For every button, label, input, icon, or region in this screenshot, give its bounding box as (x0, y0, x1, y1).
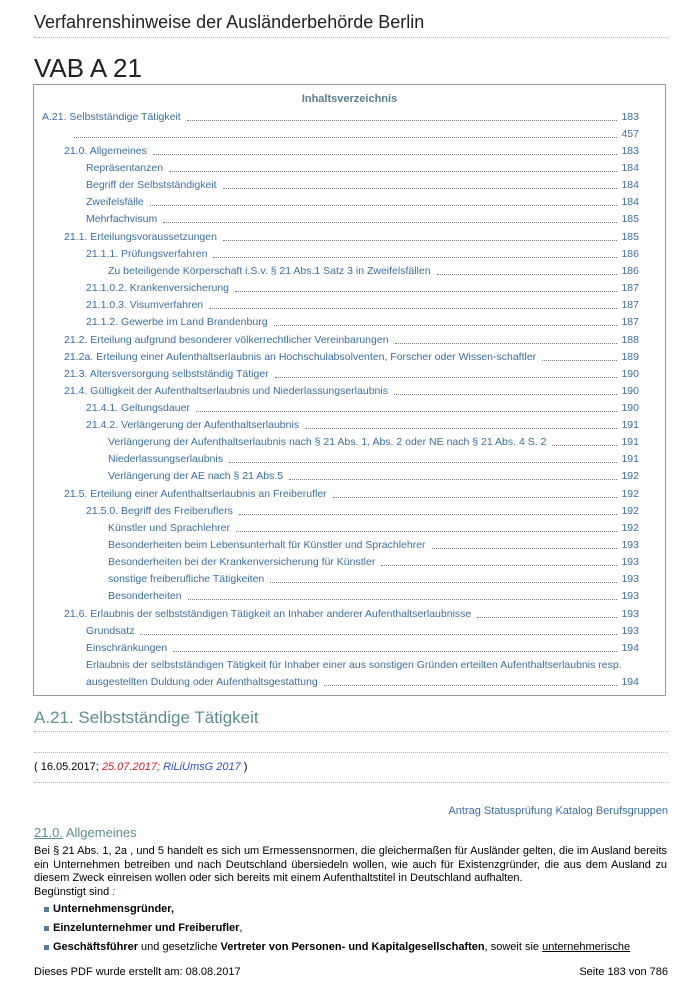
rilium-link[interactable]: RiLiUmsG 2017 (163, 761, 241, 773)
bullet-bold: Einzelunternehmer und Freiberufler (53, 922, 240, 934)
toc-entry-label: Besonderheiten bei der Krankenversicherung für Künstler (108, 556, 376, 568)
toc-entry[interactable] (86, 316, 639, 329)
toc-entry[interactable] (64, 608, 639, 621)
toc-page-number: 187 (621, 282, 639, 294)
toc-page-number: 194 (621, 676, 639, 688)
toc-entry-label: Besonderheiten beim Lebensunterhalt für Künstler und Sprachlehrer (108, 539, 426, 551)
toc-leader-dots (552, 445, 617, 446)
toc-page-number: 186 (621, 248, 639, 260)
toc-entry-label: Grundsatz (86, 625, 135, 637)
toc-entry-label: 21.1.2. Gewerbe im Land Brandenburg (86, 316, 268, 328)
toc-leader-dots (542, 360, 617, 361)
toc-page-number: 184 (621, 179, 639, 191)
toc-entry[interactable] (64, 488, 639, 501)
toc-leader-dots (239, 514, 618, 515)
document-header-title: Verfahrenshinweise der Ausländerbehörde Berlin (34, 12, 425, 32)
subsection-title (34, 825, 137, 840)
toc-leader-dots (229, 462, 617, 463)
toc-entry-label: 21.2. Erteilung aufgrund besonderer völkerrechtlicher Vereinbarungen (64, 334, 389, 346)
toc-entry-label: A.21. Selbstständige Tätigkeit (42, 111, 181, 123)
toc-entry[interactable] (86, 659, 639, 689)
toc-entry[interactable] (86, 642, 639, 655)
toc-page-number: 193 (621, 573, 639, 585)
toc-page-number: 190 (621, 368, 639, 380)
toc-leader-dots (173, 651, 617, 652)
toc-entry-label: 21.1.1. Prüfungsverfahren (86, 248, 208, 260)
toc-leader-dots (394, 394, 618, 395)
table-of-contents (33, 84, 666, 696)
body-paragraph (34, 845, 667, 899)
beguenstigt-colon: : (109, 885, 116, 898)
toc-page-number: 184 (621, 162, 639, 174)
toc-page-number: 191 (621, 419, 639, 431)
toc-leader-dots (432, 548, 618, 549)
toc-leader-dots (188, 599, 618, 600)
toc-page-number: 192 (621, 505, 639, 517)
toc-entry-label: Repräsentanzen (86, 162, 164, 174)
toc-entry-label: 21.4.1. Geltungsdauer (86, 402, 190, 414)
toc-entry-label: Verlängerung der AE nach § 21 Abs.5 (108, 470, 284, 482)
toc-entry[interactable] (86, 505, 639, 518)
toc-leader-dots (274, 325, 618, 326)
toc-entry-label: 21.4.2. Verlängerung der Aufenthaltserlaubnis (86, 419, 300, 431)
toc-leader-dots (395, 343, 618, 344)
date-original: ( 16.05.2017; (34, 761, 102, 773)
toc-page-number: 192 (621, 470, 639, 482)
section-divider-2 (34, 752, 668, 753)
toc-entry[interactable] (108, 265, 639, 278)
toc-entry-label: 21.0. Allgemeines (64, 145, 147, 157)
toc-leader-dots (477, 617, 617, 618)
toc-entry[interactable] (74, 128, 639, 141)
toc-entry-label: 21.5.0. Begriff des Freiberuflers (86, 505, 233, 517)
bullet-bold-2: Vertreter von Personen- und Kapitalgesellschaften (220, 941, 485, 953)
toc-leader-dots (381, 565, 617, 566)
toc-page-number: 187 (621, 316, 639, 328)
footer-page-number: Seite 183 von 786 (579, 966, 668, 978)
toc-leader-dots (187, 120, 618, 121)
toc-page-number: 183 (621, 111, 639, 123)
bullet-underlined: unternehmerische (542, 941, 631, 953)
toc-entry-label: Künstler und Sprachlehrer (108, 522, 230, 534)
revision-dates (34, 761, 247, 773)
toc-entry[interactable] (108, 539, 639, 552)
toc-entry-label: 21.1.0.3. Visumverfahren (86, 299, 204, 311)
toc-page-number: 193 (621, 539, 639, 551)
toc-entry-label: 21.4. Gültigkeit der Aufenthaltserlaubnis und Niederlassungserlaubnis (64, 385, 388, 397)
toc-page-number: 183 (621, 145, 639, 157)
toc-entry[interactable] (86, 419, 639, 432)
toc-page-number: 193 (621, 556, 639, 568)
toc-page-number: 190 (621, 385, 639, 397)
toc-page-number: 187 (621, 299, 639, 311)
bullet-icon (44, 907, 49, 912)
toc-page-number: 190 (621, 402, 639, 414)
toc-entry-label: 21.1.0.2. Krankenversicherung (86, 282, 230, 294)
toc-entry-label-cont: ausgestellten Duldung oder Aufenthaltsgestattung (86, 676, 318, 688)
toc-entry-label: Zu beteiligende Körperschaft i.S.v. § 21 Abs.1 Satz 3 in Zweifelsfällen (108, 265, 431, 277)
toc-leader-dots (74, 137, 617, 138)
toc-entry[interactable] (108, 436, 639, 449)
toc-entry[interactable] (64, 334, 639, 347)
toc-entry-label: Niederlassungserlaubnis (108, 453, 223, 465)
bullet-rest: , (239, 922, 243, 934)
toc-entry[interactable] (64, 385, 639, 398)
toc-leader-dots (163, 222, 617, 223)
toc-entry[interactable] (108, 522, 639, 535)
toc-page-number: 193 (621, 625, 639, 637)
list-item (44, 941, 630, 954)
toc-entry[interactable] (86, 248, 639, 261)
toc-entry-label: Zweifelsfälle (86, 196, 144, 208)
toc-leader-dots (275, 377, 618, 378)
toc-entry[interactable] (108, 590, 639, 603)
toc-entry[interactable] (86, 625, 639, 638)
toc-page-number: 192 (621, 488, 639, 500)
toc-leader-dots (223, 188, 618, 189)
beguenstigt-label: Begünstigt sind (34, 885, 110, 898)
paragraph-text: Bei § 21 Abs. 1, 2a , und 5 handelt es sich um Ermessensnormen, die gleichermaßen für Ausländer gelten, die im Ausland bereits ein Unternehmen betreiben und nach Deutschland übersiedeln wollen, wie auch für Existenzgründer, die aus dem Ausland zu diesem Zweck einreisen wollen oder sich bereits mit einem Aufenthaltstitel in Deutschland aufhalten. (34, 845, 667, 884)
toc-leader-dots (153, 154, 618, 155)
toc-entry[interactable] (64, 231, 639, 244)
section-title: A.21. Selbstständige Tätigkeit (34, 708, 259, 727)
list-item (44, 903, 174, 916)
toc-entry-label: Begriff der Selbstständigkeit (86, 179, 217, 191)
toc-entry-label: Besonderheiten (108, 590, 182, 602)
toc-entry[interactable] (42, 111, 639, 124)
toc-page-number: 189 (621, 351, 639, 363)
bullet-bold: Unternehmensgründer, (53, 903, 175, 915)
toc-page-number: 191 (621, 453, 639, 465)
toc-entry-label: 21.1. Erteilungsvoraussetzungen (64, 231, 217, 243)
toc-leader-dots (324, 685, 618, 686)
related-links (448, 805, 668, 817)
toc-entry[interactable] (108, 573, 639, 586)
page-title: VAB A 21 (34, 53, 142, 83)
toc-page-number: 194 (621, 642, 639, 654)
bullet-icon (44, 945, 49, 950)
toc-leader-dots (235, 291, 617, 292)
toc-page-number: 193 (621, 608, 639, 620)
bullet-bold: Geschäftsführer (53, 941, 138, 953)
header-divider (34, 37, 668, 38)
toc-leader-dots (305, 428, 617, 429)
toc-page-number: 186 (621, 265, 639, 277)
section-divider (34, 731, 668, 732)
toc-leader-dots (169, 171, 617, 172)
toc-page-number: 193 (621, 590, 639, 602)
toc-entry-label: sonstige freiberufliche Tätigkeiten (108, 573, 265, 585)
list-item (44, 922, 242, 935)
toc-entry[interactable] (86, 162, 639, 175)
toc-entry[interactable] (64, 145, 639, 158)
toc-entry-label: Erlaubnis der selbstständigen Tätigkeit für Inhaber einer aus sonstigen Gründen erteilten Aufenthaltserlaubnis resp. (86, 659, 622, 671)
date-revision-link[interactable]: 25.07.2017; (101, 761, 161, 773)
toc-entry[interactable] (86, 196, 639, 209)
katalog-berufsgruppen-link[interactable]: Katalog Berufsgruppen (555, 805, 668, 817)
toc-heading: Inhaltsverzeichnis (301, 93, 398, 105)
toc-entry[interactable] (64, 351, 639, 364)
toc-entry-label: Verlängerung der Aufenthaltserlaubnis nach § 21 Abs. 1, Abs. 2 oder NE nach § 21 Abs. 4 S. 2 (108, 436, 547, 448)
toc-entry-label: Einschränkungen (86, 642, 168, 654)
toc-entry-label: 21.2a. Erteilung einer Aufenthaltserlaubnis an Hochschulabsolventen, Forscher oder Wissen-schaftler (64, 351, 537, 363)
toc-leader-dots (289, 479, 617, 480)
subsection-label: Allgemeines (65, 825, 137, 840)
toc-entry[interactable] (86, 402, 639, 415)
toc-page-number: 188 (621, 334, 639, 346)
dates-divider (34, 782, 668, 783)
date-close: ) (240, 761, 248, 773)
toc-leader-dots (333, 497, 618, 498)
toc-leader-dots (223, 240, 618, 241)
bullet-rest: , soweit sie (484, 941, 543, 953)
toc-entry[interactable] (86, 282, 639, 295)
toc-entry-label: 21.3. Altersversorgung selbstständig Tätiger (64, 368, 269, 380)
toc-entry[interactable] (108, 470, 639, 483)
toc-leader-dots (209, 308, 617, 309)
toc-page-number: 457 (621, 128, 639, 140)
toc-page-number: 185 (621, 231, 639, 243)
toc-page-number: 192 (621, 522, 639, 534)
toc-entry[interactable] (86, 213, 639, 226)
toc-entry-label: 21.5. Erteilung einer Aufenthaltserlaubnis an Freiberufler (64, 488, 327, 500)
toc-entry[interactable] (64, 368, 639, 381)
toc-page-number: 185 (621, 213, 639, 225)
toc-leader-dots (213, 257, 617, 258)
footer-created-date: Dieses PDF wurde erstellt am: 08.08.2017 (34, 966, 241, 978)
toc-leader-dots (437, 274, 618, 275)
toc-leader-dots (270, 582, 617, 583)
bullet-mid: und gesetzliche (137, 941, 221, 953)
bullet-icon (44, 926, 49, 931)
antrag-statuspruefung-link[interactable]: Antrag Statusprüfung (448, 805, 553, 817)
toc-page-number: 184 (621, 196, 639, 208)
toc-page-number: 191 (621, 436, 639, 448)
toc-leader-dots (196, 411, 618, 412)
toc-leader-dots (236, 531, 617, 532)
subsection-number[interactable]: 21.0. (34, 825, 63, 840)
toc-leader-dots (150, 205, 618, 206)
toc-leader-dots (140, 634, 617, 635)
toc-entry[interactable] (108, 453, 639, 466)
toc-entry[interactable] (86, 299, 639, 312)
toc-entry-label: 21.6. Erlaubnis der selbstständigen Tätigkeit an Inhaber anderer Aufenthaltserlaubnisse (64, 608, 472, 620)
toc-entry-label: Mehrfachvisum (86, 213, 158, 225)
toc-entry[interactable] (86, 179, 639, 192)
toc-entry[interactable] (108, 556, 639, 569)
